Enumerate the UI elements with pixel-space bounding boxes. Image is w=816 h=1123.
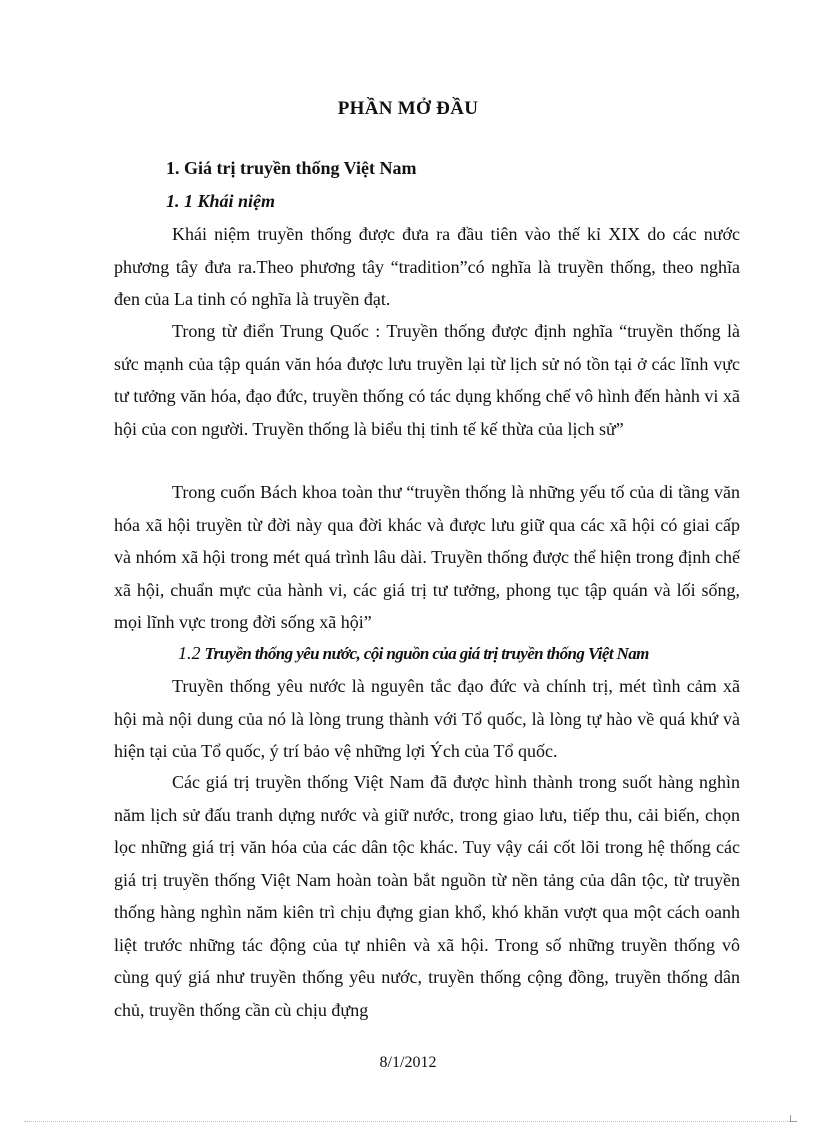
paragraph-4: Truyền thống yêu nước là nguyên tắc đạo đức và chính trị, mét tình cảm xã hội mà nội dung của nó là lòng trung thành với Tổ quốc, là lòng tự hào về quá khứ và hiện tại của Tổ quốc, ý trí bảo vệ những lợi Ých của Tổ quốc. <box>114 676 740 761</box>
subsection-heading-1-2 <box>178 643 649 664</box>
footer-date: 8/1/2012 <box>379 1054 437 1071</box>
paragraph-5: Các giá trị truyền thống Việt Nam đã được hình thành trong suốt hàng nghìn năm lịch sử đấu tranh dựng nước và giữ nước, trong giao lưu, tiếp thu, cải biến, chọn lọc những giá trị văn hóa của các dân tộc khác. Tuy vậy cái cốt lõi trong hệ thống các giá trị truyền thống Việt Nam hoàn toàn bắt nguồn từ nền tảng của dân tộc, từ truyền thống hàng nghìn năm kiên trì chịu đựng gian khổ, khó khăn vượt qua một cách oanh liệt trước những tác động của tự nhiên và xã hội. Trong số những truyền thống vô cùng quý giá như truyền thống yêu nước, truyền thống cộng đồng, truyền thống dân chủ, truyền thống cần cù chịu đựng <box>114 772 740 1020</box>
paragraph-2: Trong từ điển Trung Quốc : Truyền thống được định nghĩa “truyền thống là sức mạnh của tập quán văn hóa được lưu truyền lại từ lịch sử nó tồn tại ở các lĩnh vực tư tưởng văn hóa, đạo đức, truyền thống có tác dụng khống chế vô hình đến hành vi xã hội của con người. Truyền thống là biểu thị tinh tế kế thừa của lịch sử” <box>114 321 740 439</box>
subsection-heading-1-1: 1. 1 Khái niệm <box>166 191 276 211</box>
page-title: PHẦN MỞ ĐẦU <box>337 98 479 119</box>
paragraph-1: Khái niệm truyền thống được đưa ra đầu tiên vào thế kỉ XIX do các nước phương tây đưa ra.Theo phương tây “tradition”có nghĩa là truyền thống, theo nghĩa đen của La tinh có nghĩa là truyền đạt. <box>114 224 740 309</box>
page-corner-mark <box>790 1115 797 1122</box>
subsection-number: 1.2 <box>178 643 201 663</box>
subsection-title: Truyền thống yêu nước, cội nguồn của giá trị truyền thống Việt Nam <box>204 644 649 663</box>
paragraph-3: Trong cuốn Bách khoa toàn thư “truyền thống là những yếu tố của di tầng văn hóa xã hội truyền từ đời này qua đời khác và được lưu giữ qua các xã hội có giai cấp và nhóm xã hội trong mét quá trình lâu dài. Truyền thống được thể hiện trong định chế xã hội, chuẩn mực của hành vi, các giá trị tư tưởng, phong tục tập quán và lối sống, mọi lĩnh vực trong đời sống xã hội” <box>114 482 740 632</box>
page-bottom-divider <box>24 1121 792 1122</box>
section-heading-1: 1. Giá trị truyền thống Việt Nam <box>166 158 417 178</box>
